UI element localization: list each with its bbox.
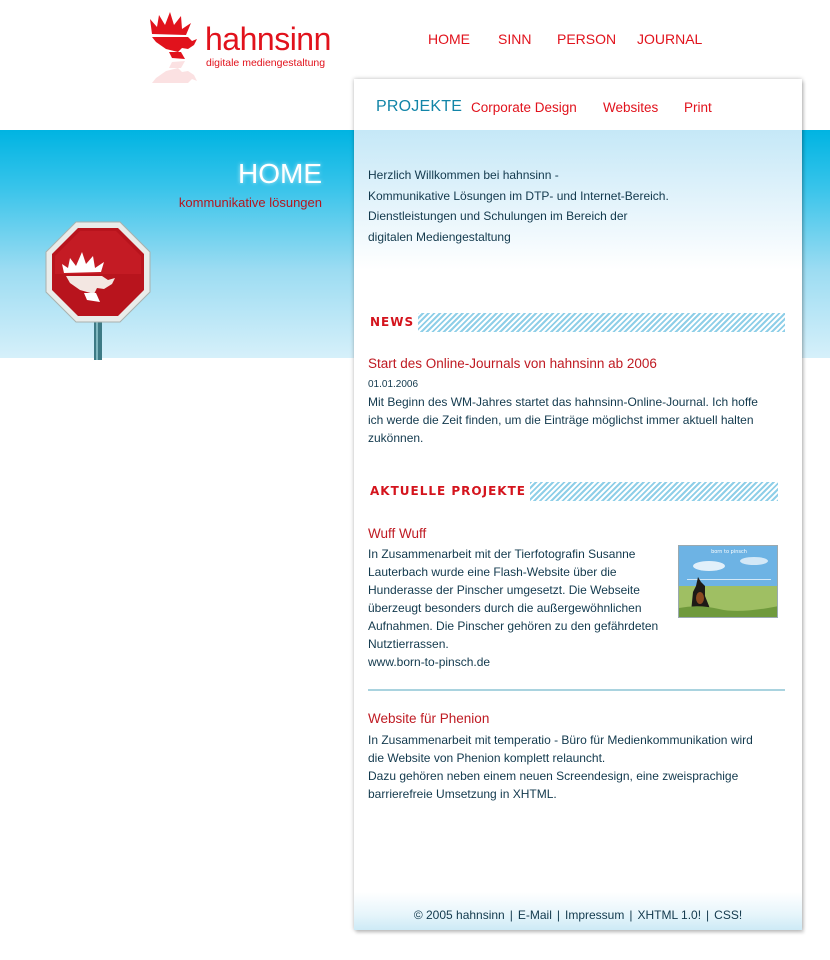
news-item-body: [368, 393, 758, 447]
project-line: In Zusammenarbeit mit der Tierfotografin Susanne: [368, 547, 636, 561]
news-line: ich werde die Zeit finden, um die Einträge möglichst immer aktuell halten: [368, 413, 754, 427]
footer-copyright: © 2005 hahnsinn: [413, 908, 505, 922]
project-body-wuff: [368, 545, 658, 671]
intro-line: Kommunikative Lösungen im DTP- und Internet-Bereich.: [368, 188, 669, 203]
nav-home-link[interactable]: HOME: [428, 31, 470, 47]
news-line: Mit Beginn des WM-Jahres startet das hahnsinn-Online-Journal. Ich hoffe: [368, 395, 758, 409]
page-subtitle: kommunikative lösungen: [178, 195, 322, 210]
project-line: Nutztierrassen.: [368, 637, 449, 651]
project-line: die Website von Phenion komplett relauncht.: [368, 751, 606, 765]
project-line: überzeugt besonders durch die außergewöhnlichen: [368, 601, 642, 615]
intro-text: [368, 165, 788, 247]
footer-css-link[interactable]: CSS!: [714, 908, 743, 922]
logo[interactable]: [148, 12, 348, 92]
project-line: In Zusammenarbeit mit temperatio - Büro für Medienkommunikation wird: [368, 733, 753, 747]
footer-links: [354, 908, 802, 922]
footer-xhtml-link[interactable]: XHTML 1.0!: [637, 908, 702, 922]
project-link[interactable]: www.born-to-pinsch.de: [368, 655, 491, 669]
news-item-date: 01.01.2006: [368, 379, 419, 390]
rooster-logo-icon: [148, 12, 202, 92]
project-line: Hunderasse der Pinscher umgesetzt. Die Webseite: [368, 583, 640, 597]
news-item-title[interactable]: Start des Online-Journals von hahnsinn ab 2006: [368, 356, 657, 371]
nav-person-link[interactable]: PERSON: [557, 31, 617, 47]
footer-separator: |: [706, 908, 710, 922]
intro-line: Herzlich Willkommen bei hahnsinn -: [368, 168, 559, 182]
stop-sign-image: [40, 218, 156, 360]
footer: [354, 892, 802, 930]
intro-line: digitalen Mediengestaltung: [368, 229, 511, 244]
nav-sinn-link[interactable]: SINN: [498, 31, 532, 47]
projects-heading: AKTUELLE PROJEKTE: [368, 482, 530, 501]
intro-line: Dienstleistungen und Schulungen im Bereich der: [368, 209, 628, 223]
project-thumbnail-wuff[interactable]: [678, 545, 778, 618]
projekte-label: PROJEKTE: [376, 98, 463, 115]
project-line: Aufnahmen. Die Pinscher gehören zu den gefährdeten: [368, 619, 659, 633]
footer-email-link[interactable]: E-Mail: [517, 908, 552, 922]
dog-photo-icon: [679, 546, 778, 618]
news-heading: NEWS: [368, 313, 418, 332]
project-body-phenion: [368, 731, 753, 803]
nav-journal-link[interactable]: JOURNAL: [637, 31, 703, 47]
projects-section-header: [368, 482, 778, 501]
project-line: Lauterbach wurde eine Flash-Website über die: [368, 565, 617, 579]
footer-separator: |: [629, 908, 633, 922]
subnav-websites-link[interactable]: Websites: [603, 100, 659, 115]
page-title: HOME: [238, 158, 322, 189]
footer-separator: |: [509, 908, 513, 922]
project-line: barrierefreie Umsetzung in XHTML.: [368, 787, 557, 801]
news-line: zukönnen.: [368, 431, 424, 445]
project-title-phenion[interactable]: Website für Phenion: [368, 711, 490, 726]
subnav-print-link[interactable]: Print: [684, 100, 712, 115]
content-panel: [354, 79, 802, 930]
logo-wordmark: hahnsinn: [205, 21, 331, 57]
news-section-header: [368, 313, 785, 332]
project-line: Dazu gehören neben einem neuen Screendesign, eine zweisprachige: [368, 769, 739, 783]
project-title-wuff[interactable]: Wuff Wuff: [368, 526, 427, 541]
footer-separator: |: [556, 908, 560, 922]
subnav-corporate-design-link[interactable]: Corporate Design: [471, 100, 577, 115]
subnav-bar: [354, 79, 802, 130]
thumbnail-caption: born to pinsch: [711, 549, 747, 555]
logo-tagline: digitale mediengestaltung: [206, 57, 326, 69]
footer-impressum-link[interactable]: Impressum: [565, 908, 625, 922]
project-divider: [368, 689, 785, 691]
